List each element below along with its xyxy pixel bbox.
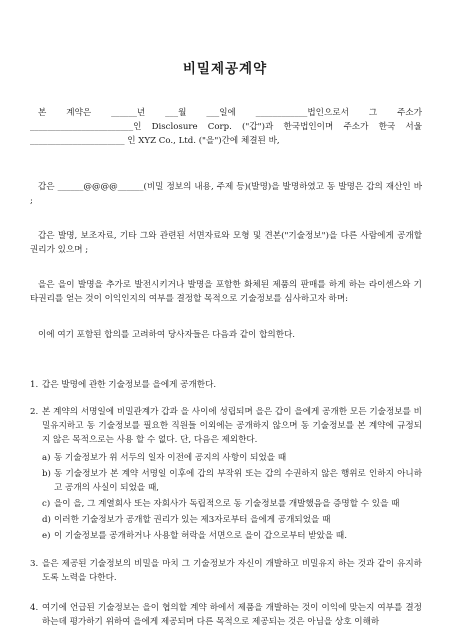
exception-b [42,467,422,495]
exception-a [42,451,422,465]
article-text: 여기에 언급된 기술정보는 을이 협의할 계약 하에서 제품을 개발하는 것이 이익에 맞는지 여부를 결정하는데 평가하기 위하여 을에게 제공되며 다른 목적으로 제공되는 것은 아님을 상호 이해하 [42,603,422,627]
article-1 [30,378,422,392]
intro-line-3: ______________________ 인 XYZ Co., Ltd. ("을")간에 체결된 바, [30,136,280,146]
article-text: 갑은 발명에 관한 기술정보를 을에게 공개한다. [42,380,217,390]
intro-line-2: ________________________인 Disclosure Corp. ("갑")과 한국법인이며 주소가 한국 서울 [30,122,422,132]
document-title: 비밀제공계약 [182,61,268,77]
exception-label: a) [42,453,51,463]
whereas-invention: 갑은 ______@@@@______(비밀 정보의 내용, 주제 등)(발명)을 발명하였고 동 발명은 갑의 재산인 바 ; [30,182,422,206]
article-number: 1. [30,380,39,390]
article-3 [30,557,422,585]
article-number: 3. [30,559,39,569]
exception-label: b) [42,469,51,479]
exception-label: d) [42,515,51,525]
exception-label: c) [42,499,51,509]
exception-d [42,513,422,527]
exception-text: 을이 을, 그 계열회사 또는 자회사가 독립적으로 동 기술정보를 개발했음을 증명할 수 있을 때 [54,499,400,509]
whereas-disclosure-right: 갑은 발명, 보조자료, 기타 그와 관련된 서면자료와 모형 및 견본("기술정보")을 다른 사람에게 공개할 권리가 있으며 ; [30,231,422,255]
article-number: 2. [30,407,39,417]
exception-text: 동 기술정보가 위 서두의 일자 이전에 공지의 사항이 되었을 때 [54,453,287,463]
exception-label: e) [42,531,51,541]
article-4 [30,601,422,629]
exception-c [42,497,422,511]
article-2 [30,405,422,447]
exception-text: 이 기술정보를 공개하거나 사용할 허락을 서면으로 을이 갑으로부터 받았을 때. [54,531,347,541]
intro-paragraph [30,106,422,148]
exception-text: 동 기술정보가 본 계약 서명일 이후에 갑의 부작위 또는 갑의 수권하지 않은 행위로 인하지 아니하고 공개의 사실이 되었을 때, [54,469,422,493]
article-text: 을은 제공된 기술정보의 비밀을 마치 그 기술정보가 자신이 개발하고 비밀유지 하는 것과 같이 유지하도록 노력을 다한다. [42,559,422,583]
whereas-evaluation: 을은 을이 발명을 추가로 발전시키거나 발명을 포함한 화체된 제품의 판매를 하게 하는 라이센스와 기타권리를 얻는 것이 이익인지의 여부를 결정할 목적으로 기술정보를 심사하고자 하며: [30,280,422,304]
exception-text: 이러한 기술정보가 공개할 권리가 있는 제3자로부터 을에게 공개되었을 때 [54,515,331,525]
intro-line-1: 본 계약은 ______년 ___월 ___일에 ____________법인으로서 그 주소가 [38,108,422,118]
article-number: 4. [30,603,39,613]
article-text: 본 계약의 서명일에 비밀관계가 갑과 을 사이에 성립되며 을은 갑이 을에게 공개한 모든 기술정보를 비밀유지하고 동 기술정보를 필요한 직원들 이외에는 공개하지 않으며 동 기술정보를 본 계약에 규정되지 않은 목적으로는 사용 할 수 없다. 단, 다음은 제외한다. [42,407,422,445]
exception-e [42,529,422,543]
agreement-intro: 이에 여기 포함된 합의를 고려하여 당사자들은 다음과 같이 합의한다. [38,330,296,340]
